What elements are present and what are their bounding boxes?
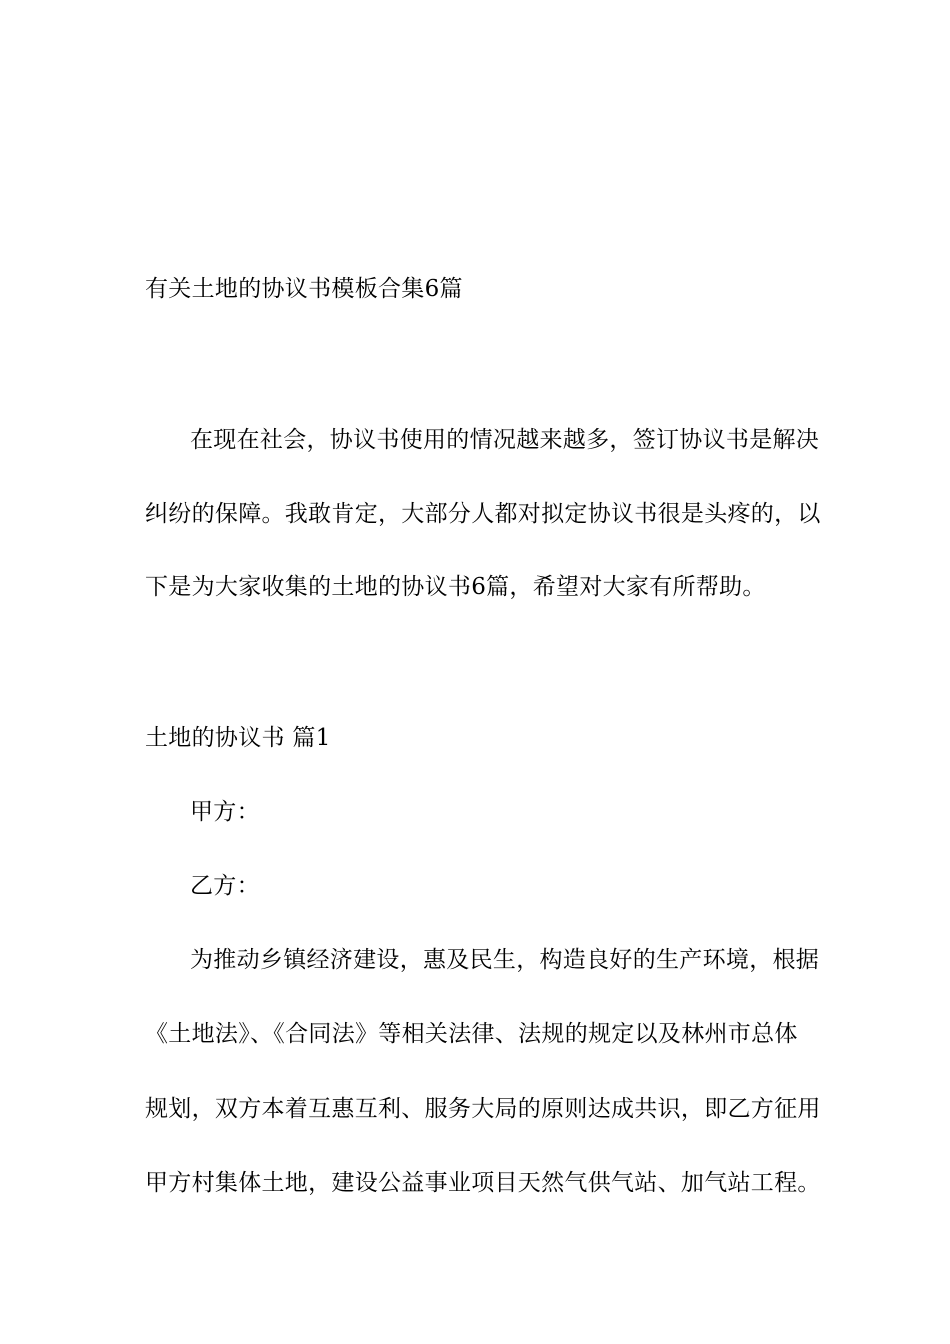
intro-line-3: 下是为大家收集的土地的协议书6篇，希望对大家有所帮助。 — [145, 574, 766, 600]
intro-line-1: 在现在社会，协议书使用的情况越来越多，签订协议书是解决 — [190, 427, 820, 453]
paragraph-line-1: 为推动乡镇经济建设，惠及民生，构造良好的生产环境，根据 — [190, 947, 820, 973]
paragraph-line-3: 规划，双方本着互惠互利、服务大局的原则达成共识，即乙方征用 — [145, 1096, 821, 1122]
document-title: 有关土地的协议书模板合集6篇 — [145, 276, 463, 302]
intro-line-2: 纠纷的保障。我敢肯定，大部分人都对拟定协议书很是头疼的，以 — [145, 501, 821, 527]
paragraph-line-4: 甲方村集体土地，建设公益事业项目天然气供气站、加气站工程。 — [145, 1170, 821, 1196]
party-a-label: 甲方： — [190, 799, 260, 825]
paragraph-line-2: 《土地法》、《合同法》等相关法律、法规的规定以及林州市总体 — [145, 1021, 798, 1047]
party-b-label: 乙方： — [190, 873, 260, 899]
section-heading: 土地的协议书 篇1 — [145, 725, 331, 751]
